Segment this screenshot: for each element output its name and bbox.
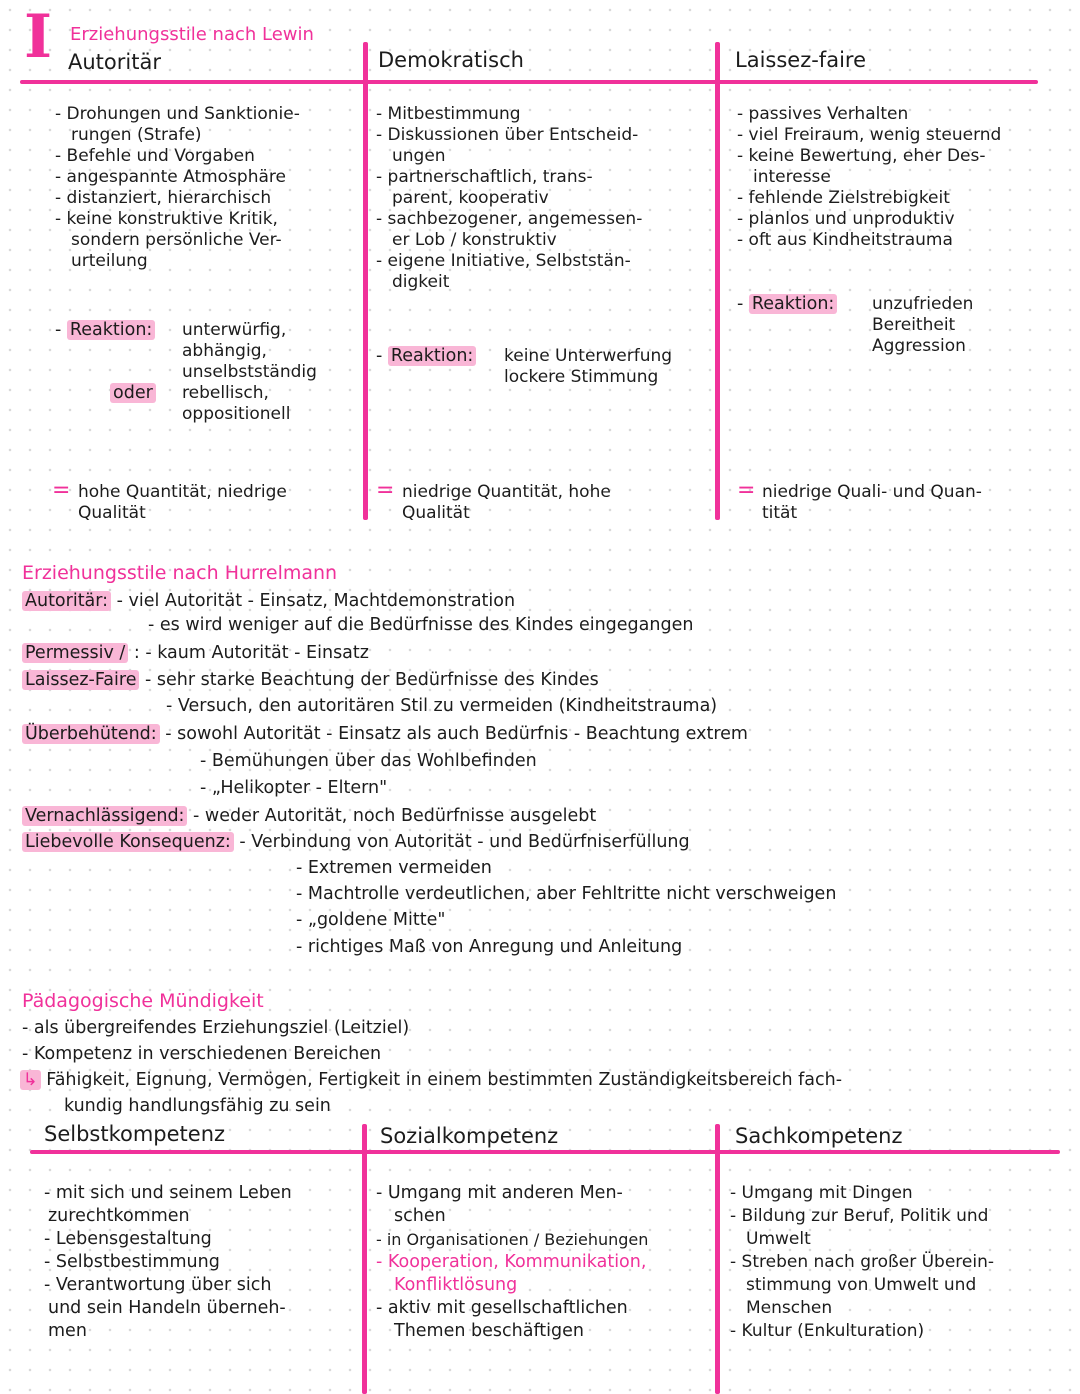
reaction-line: oppositionell: [182, 404, 291, 424]
list-item: - Diskussionen über Entscheid-: [376, 125, 639, 145]
competence-divider-2: [715, 1124, 720, 1394]
list-item: - partnerschaftlich, trans-: [376, 167, 593, 187]
list-item: ungen: [392, 146, 446, 166]
style-line: - „Helikopter - Eltern": [200, 778, 388, 798]
lewin-laissez-faire-list: [737, 104, 1001, 251]
list-item: rungen (Strafe): [71, 125, 202, 145]
lewin-demokratisch-reaction: - Reaktion:: [376, 346, 476, 366]
competence-header-subject: Sachkompetenz: [735, 1124, 903, 1148]
style-label: Liebevolle Konsequenz:: [22, 832, 234, 852]
list-item: - in Organisationen / Beziehungen: [376, 1230, 649, 1249]
or-label: oder: [110, 383, 156, 403]
conclusion-line: niedrige Quantität, hohe: [402, 482, 611, 502]
conclusion-sign: =: [52, 478, 71, 503]
style-line: - richtiges Maß von Anregung und Anleitung: [296, 937, 683, 957]
conclusion-line: Qualität: [402, 503, 470, 523]
conclusion-sign: =: [737, 478, 756, 503]
list-item: - Lebensgestaltung: [44, 1229, 212, 1249]
list-item: - Streben nach großer Überein-: [730, 1252, 994, 1272]
list-item: - fehlende Zielstrebigkeit: [737, 188, 950, 208]
list-item: - Mitbestimmung: [376, 104, 521, 124]
reaction-line: unterwürfig,: [182, 320, 287, 340]
reaction-line: keine Unterwerfung: [504, 346, 673, 366]
style-line: - viel Autorität - Einsatz, Machtdemonstration: [116, 591, 516, 611]
style-line: - weder Autorität, noch Bedürfnisse ausgelebt: [193, 806, 597, 826]
reaction-label: Reaktion:: [67, 320, 155, 340]
list-item: - Drohungen und Sanktionie-: [55, 104, 300, 124]
competence-divider-1: [362, 1124, 367, 1394]
competence-header-rule: [30, 1150, 1060, 1154]
list-item: - Kooperation, Kommunikation,: [376, 1252, 647, 1272]
list-item: - keine konstruktive Kritik,: [55, 209, 278, 229]
hurrelmann-vernachlaessigend: [22, 806, 596, 826]
list-item: parent, kooperativ: [392, 188, 549, 208]
style-line: - Machtrolle verdeutlichen, aber Fehltritte nicht verschweigen: [296, 884, 837, 904]
list-item: - aktiv mit gesellschaftlichen: [376, 1298, 628, 1318]
style-label: Autoritär:: [22, 591, 111, 611]
list-item: - passives Verhalten: [737, 104, 909, 124]
style-line: - Versuch, den autoritären Stil zu vermeiden (Kindheitstrauma): [166, 696, 718, 716]
list-item: schen: [394, 1206, 446, 1226]
arrow-icon: ↳: [20, 1070, 41, 1090]
conclusion-line: niedrige Quali- und Quan-: [762, 482, 982, 502]
reaction-line: unzufrieden: [872, 294, 974, 314]
list-item: Umwelt: [746, 1229, 811, 1249]
reaction-line: abhängig,: [182, 341, 267, 361]
lewin-column-divider-2: [715, 42, 720, 520]
hurrelmann-permessiv: [22, 643, 369, 663]
list-item: urteilung: [71, 251, 148, 271]
lewin-header-demokratisch: Demokratisch: [378, 48, 524, 72]
list-item: - sachbezogener, angemessen-: [376, 209, 643, 229]
lewin-header-laissez-faire: Laissez-faire: [735, 48, 866, 72]
hurrelmann-ueberbehuetend: [22, 724, 748, 744]
muendigkeit-line: - als übergreifendes Erziehungsziel (Leitziel): [22, 1018, 410, 1038]
list-item: er Lob / konstruktiv: [392, 230, 557, 250]
list-item: - keine Bewertung, eher Des-: [737, 146, 986, 166]
list-item: stimmung von Umwelt und: [746, 1275, 977, 1295]
hurrelmann-laissez-faire: [22, 670, 599, 690]
list-item: Menschen: [746, 1298, 833, 1318]
style-line: - „goldene Mitte": [296, 910, 446, 930]
list-item: zurechtkommen: [48, 1206, 190, 1226]
muendigkeit-title: Pädagogische Mündigkeit: [22, 990, 264, 1012]
style-line: - Bemühungen über das Wohlbefinden: [200, 751, 537, 771]
muendigkeit-arrow-line: [20, 1070, 842, 1090]
style-line: - Extremen vermeiden: [296, 858, 492, 878]
lewin-demokratisch-list: [376, 104, 642, 293]
reaction-line: lockere Stimmung: [504, 367, 659, 387]
lewin-column-divider-1: [363, 42, 368, 520]
style-line: - sehr starke Beachtung der Bedürfnisse des Kindes: [145, 670, 599, 690]
competence-subject-list: [730, 1182, 994, 1343]
style-line: : - kaum Autorität - Einsatz: [133, 643, 369, 663]
list-item: Konfliktlösung: [394, 1275, 518, 1295]
muendigkeit-line: - Kompetenz in verschiedenen Bereichen: [22, 1044, 382, 1064]
lewin-demokratisch-reaction-lines: [504, 346, 672, 388]
list-item: - Befehle und Vorgaben: [55, 146, 255, 166]
arrow-text: kundig handlungsfähig zu sein: [64, 1096, 331, 1116]
competence-header-social: Sozialkompetenz: [380, 1124, 559, 1148]
competence-header-self: Selbstkompetenz: [44, 1122, 226, 1146]
style-line: - Verbindung von Autorität - und Bedürfniserfüllung: [239, 832, 690, 852]
hurrelmann-title: Erziehungsstile nach Hurrelmann: [22, 562, 338, 584]
lewin-autoritaer-reaction-lines: [182, 320, 317, 425]
list-item: - viel Freiraum, wenig steuernd: [737, 125, 1002, 145]
hurrelmann-liebevolle-konsequenz: [22, 832, 690, 852]
list-item: und sein Handeln überneh-: [48, 1298, 286, 1318]
style-label: Vernachlässigend:: [22, 806, 187, 826]
lewin-demokratisch-conclusion: [402, 482, 611, 524]
list-item: - Verantwortung über sich: [44, 1275, 272, 1295]
style-label: Permessiv /: [22, 643, 128, 663]
section-numeral: I: [24, 2, 53, 72]
list-item: interesse: [753, 167, 831, 187]
list-item: - mit sich und seinem Leben: [44, 1183, 292, 1203]
reaction-label: Reaktion:: [749, 294, 837, 314]
list-item: - Kultur (Enkulturation): [730, 1321, 925, 1341]
reaction-line: unselbstständig: [182, 362, 317, 382]
lewin-laissez-faire-reaction-lines: [872, 294, 973, 357]
lewin-header-autoritaer: Autoritär: [68, 50, 161, 74]
list-item: digkeit: [392, 272, 450, 292]
lewin-autoritaer-reaction: - Reaktion:: [55, 320, 155, 340]
style-label: Laissez-Faire: [22, 670, 139, 690]
list-item: - Bildung zur Beruf, Politik und: [730, 1206, 989, 1226]
list-item: - distanziert, hierarchisch: [55, 188, 272, 208]
lewin-title: Erziehungsstile nach Lewin: [70, 24, 314, 45]
lewin-autoritaer-list: [55, 104, 300, 272]
list-item: - planlos und unproduktiv: [737, 209, 955, 229]
list-item: - Umgang mit anderen Men-: [376, 1183, 623, 1203]
list-item: - Umgang mit Dingen: [730, 1183, 913, 1203]
competence-social-list: [376, 1182, 648, 1343]
reaction-label: Reaktion:: [388, 346, 476, 366]
style-line: - sowohl Autorität - Einsatz als auch Bedürfnis - Beachtung extrem: [165, 724, 748, 744]
list-item: men: [48, 1321, 87, 1341]
list-item: - angespannte Atmosphäre: [55, 167, 286, 187]
conclusion-line: tität: [762, 503, 798, 523]
list-item: sondern persönliche Ver-: [71, 230, 282, 250]
lewin-laissez-faire-conclusion: [762, 482, 982, 524]
reaction-line: Bereitheit: [872, 315, 956, 335]
reaction-line: rebellisch,: [182, 383, 269, 403]
conclusion-line: Qualität: [78, 503, 146, 523]
conclusion-line: hohe Quantität, niedrige: [78, 482, 287, 502]
hurrelmann-autoritaer: [22, 590, 515, 612]
lewin-header-rule: [20, 80, 1038, 84]
competence-self-list: [44, 1182, 292, 1343]
list-item: - Selbstbestimmung: [44, 1252, 220, 1272]
lewin-autoritaer-conclusion: [78, 482, 287, 524]
reaction-line: Aggression: [872, 336, 966, 356]
list-item: - oft aus Kindheitstrauma: [737, 230, 953, 250]
style-line: - es wird weniger auf die Bedürfnisse des Kindes eingegangen: [148, 615, 694, 635]
lewin-laissez-faire-reaction: - Reaktion:: [737, 294, 837, 314]
conclusion-sign: =: [376, 478, 395, 503]
list-item: Themen beschäftigen: [394, 1321, 584, 1341]
style-label: Überbehütend:: [22, 724, 160, 744]
list-item: - eigene Initiative, Selbststän-: [376, 251, 631, 271]
arrow-text: Fähigkeit, Eignung, Vermögen, Fertigkeit in einem bestimmten Zuständigkeitsbereich fach-: [46, 1070, 843, 1090]
